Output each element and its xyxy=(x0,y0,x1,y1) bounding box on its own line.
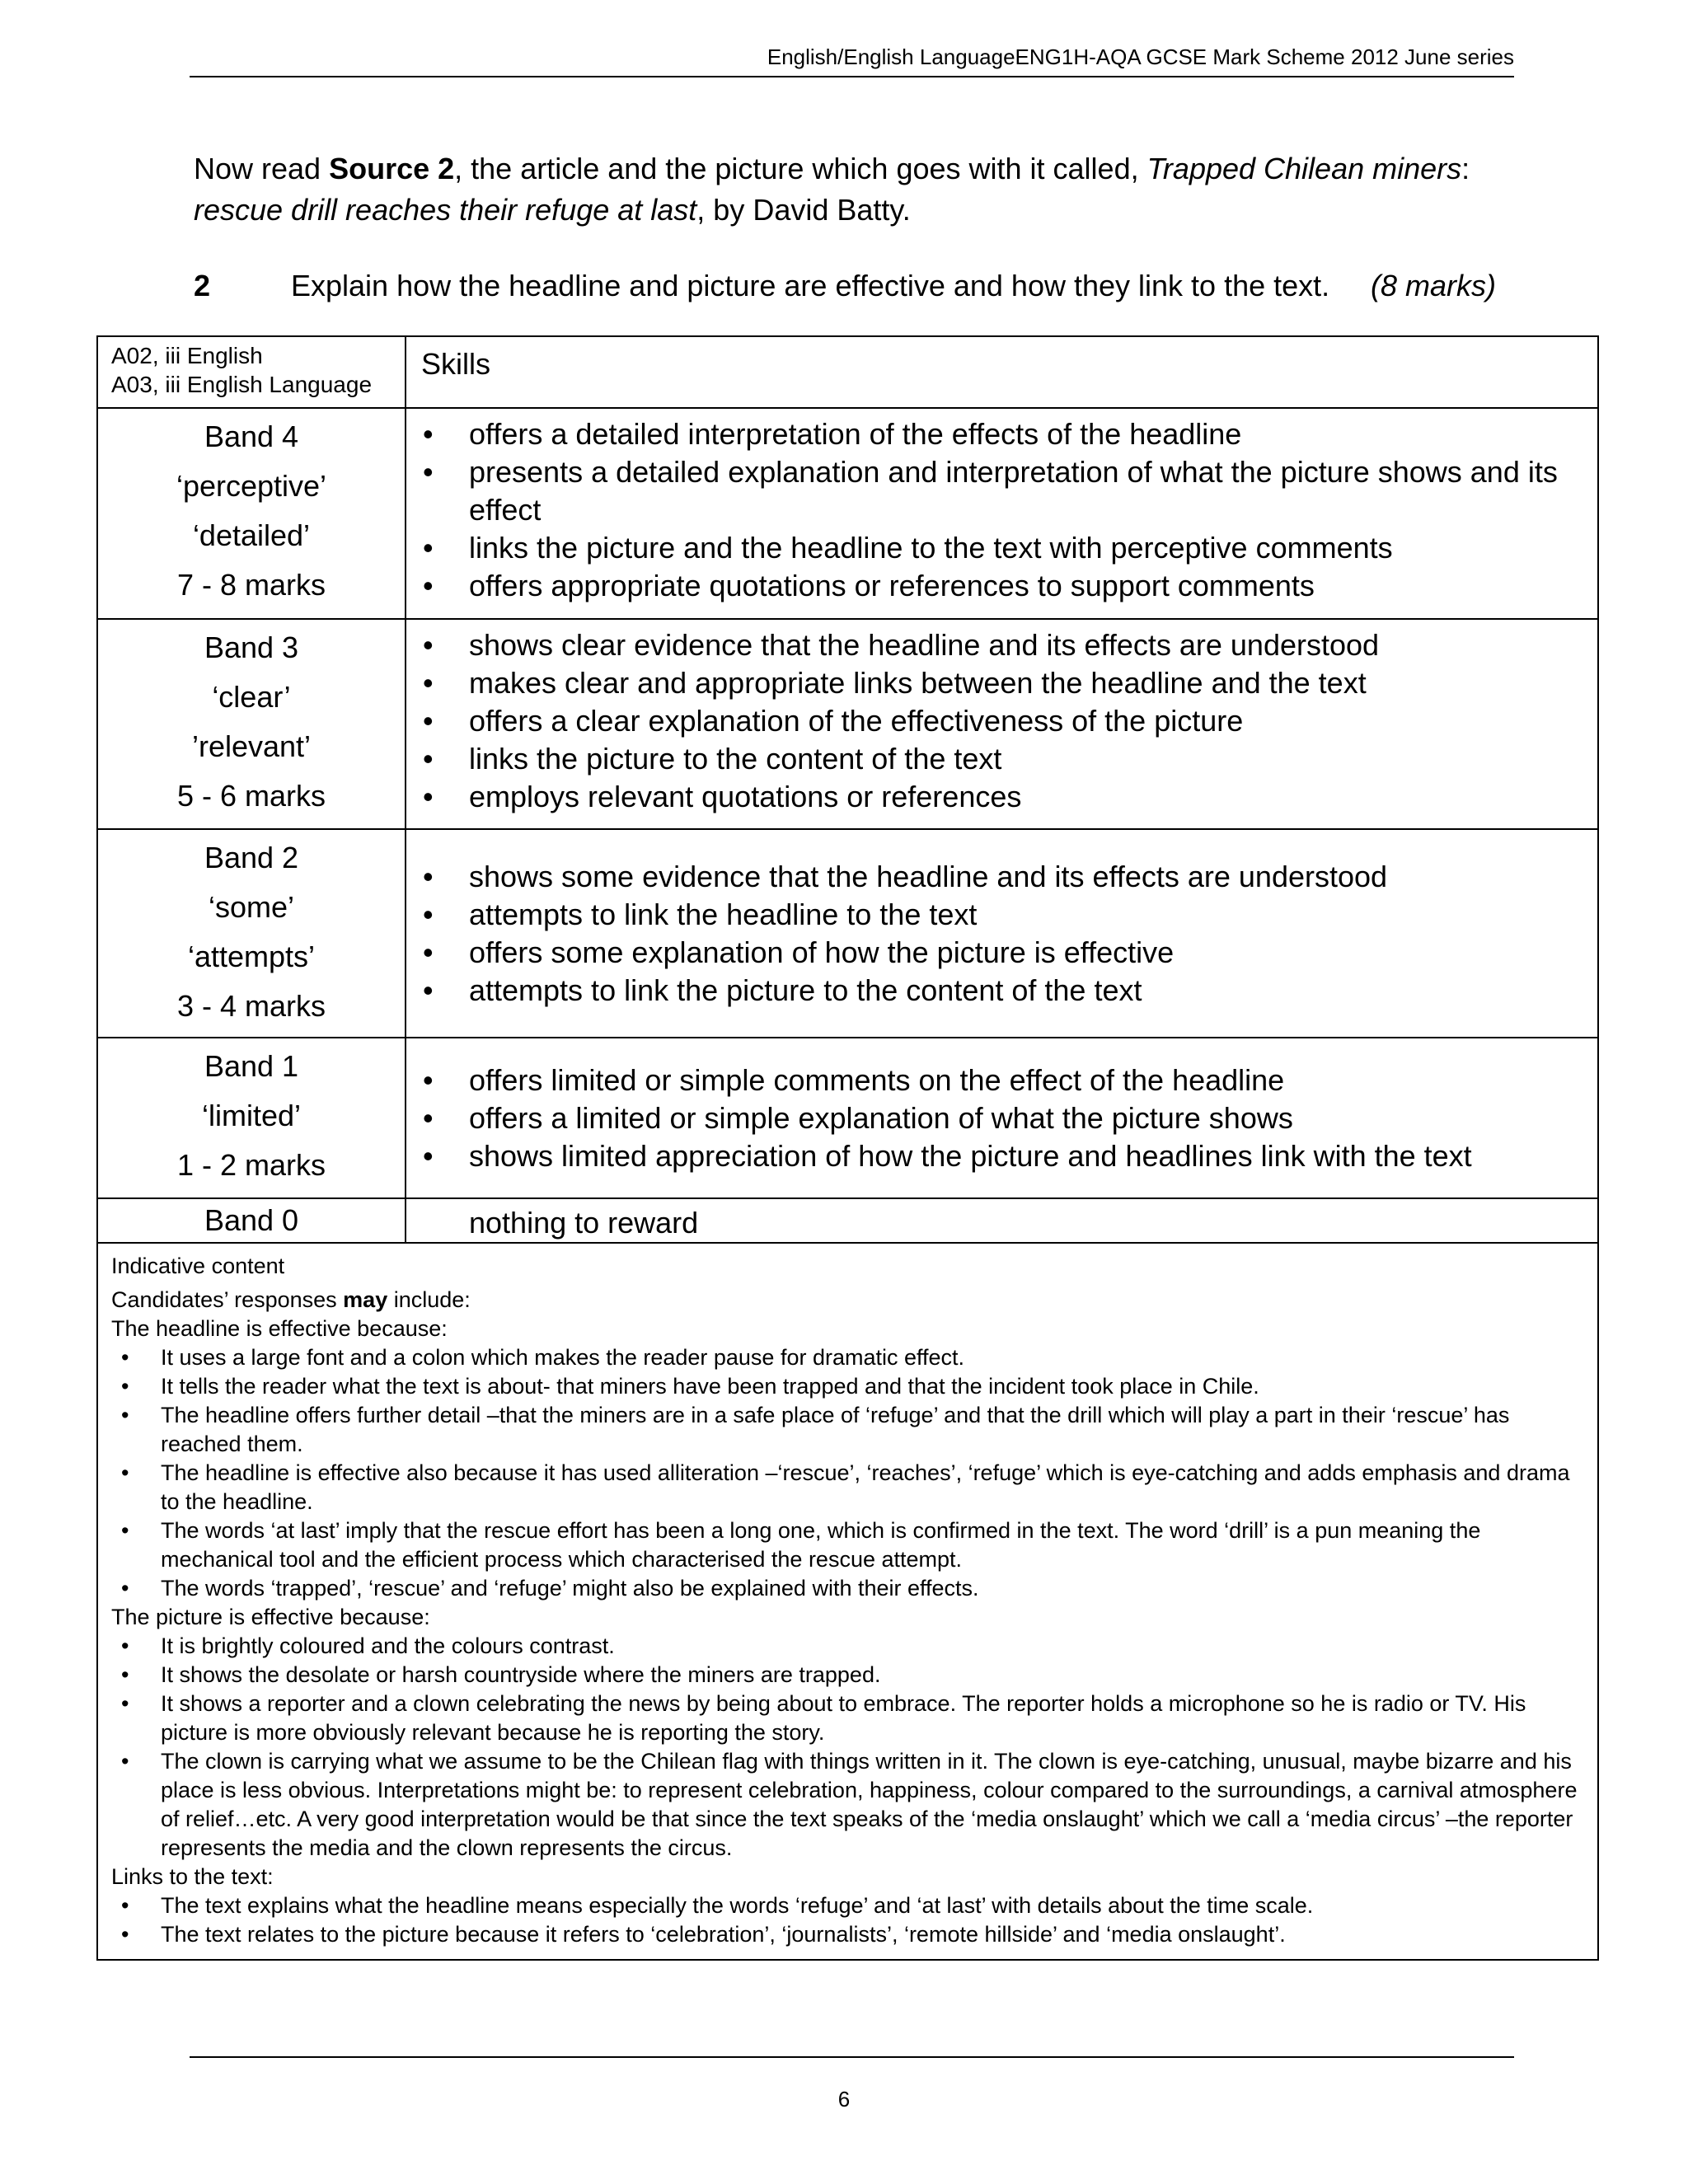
band-marks: 5 - 6 marks xyxy=(176,779,326,813)
skill-item: • shows limited appreciation of how the picture and headlines link with the text xyxy=(406,1137,1597,1175)
skill-item: • offers a clear explanation of the effectiveness of the picture xyxy=(406,702,1597,740)
skill-item: • presents a detailed explanation and interpretation of what the picture shows and its effect xyxy=(406,453,1597,529)
band-marks: 1 - 2 marks xyxy=(176,1148,326,1182)
skill-item: • attempts to link the headline to the text xyxy=(406,896,1597,934)
assessment-objectives-cell xyxy=(97,336,406,408)
band-descriptor: ‘some’ xyxy=(208,890,295,924)
footer-rule xyxy=(190,2056,1514,2058)
band-2-skills-list xyxy=(406,851,1597,1016)
band-descriptor: ‘detailed’ xyxy=(192,518,311,552)
skill-item: • offers a limited or simple explanation of what the picture shows xyxy=(406,1099,1597,1137)
band-descriptor: ‘attempts’ xyxy=(187,940,316,973)
band-3-label-cell xyxy=(97,619,406,829)
indicative-content-row xyxy=(97,1243,1598,1960)
links-points-list xyxy=(111,1891,1584,1949)
ao-english-language: A03, iii English Language xyxy=(111,372,373,397)
list-item: • The text explains what the headline means especially the words ‘refuge’ and ‘at last’ with details about the time scale. xyxy=(111,1891,1584,1920)
intro-middle: , the article and the picture which goes with it called, xyxy=(454,152,1147,185)
list-item: • It is brightly coloured and the colours contrast. xyxy=(111,1632,1584,1661)
source-intro xyxy=(194,148,1529,231)
band-label: Band 1 xyxy=(204,1049,299,1083)
band-4-label-cell xyxy=(97,408,406,619)
list-item: • The words ‘at last’ imply that the rescue effort has been a long one, which is confirmed in the text. The word ‘drill’ is a pun meaning the mechanical tool and the efficient process which characterised the rescue attempt. xyxy=(111,1516,1584,1574)
band-1-skills-list xyxy=(406,1055,1597,1182)
band-3-skills-cell xyxy=(406,619,1598,829)
band-label: Band 3 xyxy=(204,630,299,664)
band-marks: 3 - 4 marks xyxy=(176,989,326,1023)
list-item: • The clown is carrying what we assume to be the Chilean flag with things written in it. The clown is eye-catching, unusual, maybe bizarre and his place is less obvious. Interpretations might be: to represent celebration, happiness, colour compared to the surroundings, a carnival atmosphere of relief…etc. A very good interpretation would be that since the text speaks of the ‘media onslaught’ which we call a ‘media circus’ –the reporter represents the media and the clown represents the circus. xyxy=(111,1747,1584,1863)
mark-scheme-table xyxy=(96,335,1599,1961)
list-item: • It shows the desolate or harsh countryside where the miners are trapped. xyxy=(111,1661,1584,1690)
skill-item: • offers appropriate quotations or references to support comments xyxy=(406,567,1597,605)
question-marks: (8 marks) xyxy=(1371,269,1496,302)
band-1-label-cell xyxy=(97,1038,406,1198)
band-descriptor: ’relevant’ xyxy=(191,729,312,763)
band-0-text: nothing to reward xyxy=(406,1198,1598,1243)
list-item: • It tells the reader what the text is about- that miners have been trapped and that the incident took place in Chile. xyxy=(111,1372,1584,1401)
band-label: Band 2 xyxy=(204,841,299,874)
list-item: • The headline offers further detail –that the miners are in a safe place of ‘refuge’ and that the drill which will play a part in their ‘rescue’ has reached them. xyxy=(111,1401,1584,1459)
list-item: • The words ‘trapped’, ‘rescue’ and ‘refuge’ might also be explained with their effects. xyxy=(111,1574,1584,1603)
page-number: 6 xyxy=(837,2087,851,2111)
ao-english: A02, iii English xyxy=(111,343,263,368)
band-descriptor: ‘perceptive’ xyxy=(176,469,327,503)
band-4-row xyxy=(97,408,1598,619)
band-0-label: Band 0 xyxy=(97,1198,406,1243)
skill-item: • offers limited or simple comments on the effect of the headline xyxy=(406,1062,1597,1099)
band-marks: 7 - 8 marks xyxy=(176,568,326,602)
band-0-row xyxy=(97,1198,1598,1243)
candidates-emphasis: may xyxy=(343,1287,388,1312)
band-3-row xyxy=(97,619,1598,829)
intro-suffix: , by David Batty. xyxy=(696,193,911,227)
skill-item: • links the picture to the content of the text xyxy=(406,740,1597,778)
skill-item: • offers a detailed interpretation of the effects of the headline xyxy=(406,415,1597,453)
links-heading: Links to the text: xyxy=(111,1864,274,1889)
header-rule xyxy=(190,76,1514,77)
intro-title-part2: rescue drill reaches their refuge at last xyxy=(194,193,697,227)
candidates-suffix: include: xyxy=(387,1287,471,1312)
skill-item: • offers some explanation of how the picture is effective xyxy=(406,934,1597,972)
skill-item: • links the picture and the headline to the text with perceptive comments xyxy=(406,529,1597,567)
list-item: • The text relates to the picture because it refers to ‘celebration’, ‘journalists’, ‘remote hillside’ and ‘media onslaught’. xyxy=(111,1920,1584,1949)
headline-points-list xyxy=(111,1343,1584,1603)
band-descriptor: ‘clear’ xyxy=(212,680,291,714)
band-descriptor: ‘limited’ xyxy=(201,1099,302,1132)
skill-item: • shows some evidence that the headline and its effects are understood xyxy=(406,858,1597,896)
band-2-row xyxy=(97,829,1598,1038)
table-header-row xyxy=(97,336,1598,408)
headline-heading: The headline is effective because: xyxy=(111,1316,448,1341)
picture-heading: The picture is effective because: xyxy=(111,1605,430,1629)
band-4-skills-list xyxy=(406,409,1597,612)
band-1-row xyxy=(97,1038,1598,1198)
skill-item: • employs relevant quotations or references xyxy=(406,778,1597,816)
band-4-skills-cell xyxy=(406,408,1598,619)
question-number: 2 xyxy=(194,269,211,302)
skills-header: Skills xyxy=(406,336,1598,408)
band-1-skills-cell xyxy=(406,1038,1598,1198)
intro-colon: : xyxy=(1461,152,1470,185)
question-text: Explain how the headline and picture are effective and how they link to the text. xyxy=(291,269,1330,302)
skill-item: • makes clear and appropriate links between the headline and the text xyxy=(406,664,1597,702)
indicative-content-cell xyxy=(97,1243,1598,1960)
list-item: • It shows a reporter and a clown celebrating the news by being about to embrace. The reporter holds a microphone so he is radio or TV. His picture is more obviously relevant because he is reporting the story. xyxy=(111,1690,1584,1747)
band-2-skills-cell xyxy=(406,829,1598,1038)
candidates-line xyxy=(111,1286,1584,1315)
intro-prefix: Now read xyxy=(194,152,330,185)
candidates-prefix: Candidates’ responses xyxy=(111,1287,344,1312)
intro-title-part1: Trapped Chilean miners xyxy=(1146,152,1462,185)
list-item: • The headline is effective also because it has used alliteration –‘rescue’, ‘reaches’, ‘refuge’ which is eye-catching and adds emphasis and drama to the headline. xyxy=(111,1459,1584,1516)
skill-item: • shows clear evidence that the headline and its effects are understood xyxy=(406,626,1597,664)
band-3-skills-list xyxy=(406,620,1597,823)
band-label: Band 4 xyxy=(204,419,299,453)
list-item: • It uses a large font and a colon which makes the reader pause for dramatic effect. xyxy=(111,1343,1584,1372)
picture-points-list xyxy=(111,1632,1584,1863)
running-header: English/English LanguageENG1H-AQA GCSE Mark Scheme 2012 June series xyxy=(767,45,1514,69)
indicative-title: Indicative content xyxy=(111,1254,285,1278)
skill-item: • attempts to link the picture to the content of the text xyxy=(406,972,1597,1010)
band-2-label-cell xyxy=(97,829,406,1038)
intro-source: Source 2 xyxy=(329,152,455,185)
